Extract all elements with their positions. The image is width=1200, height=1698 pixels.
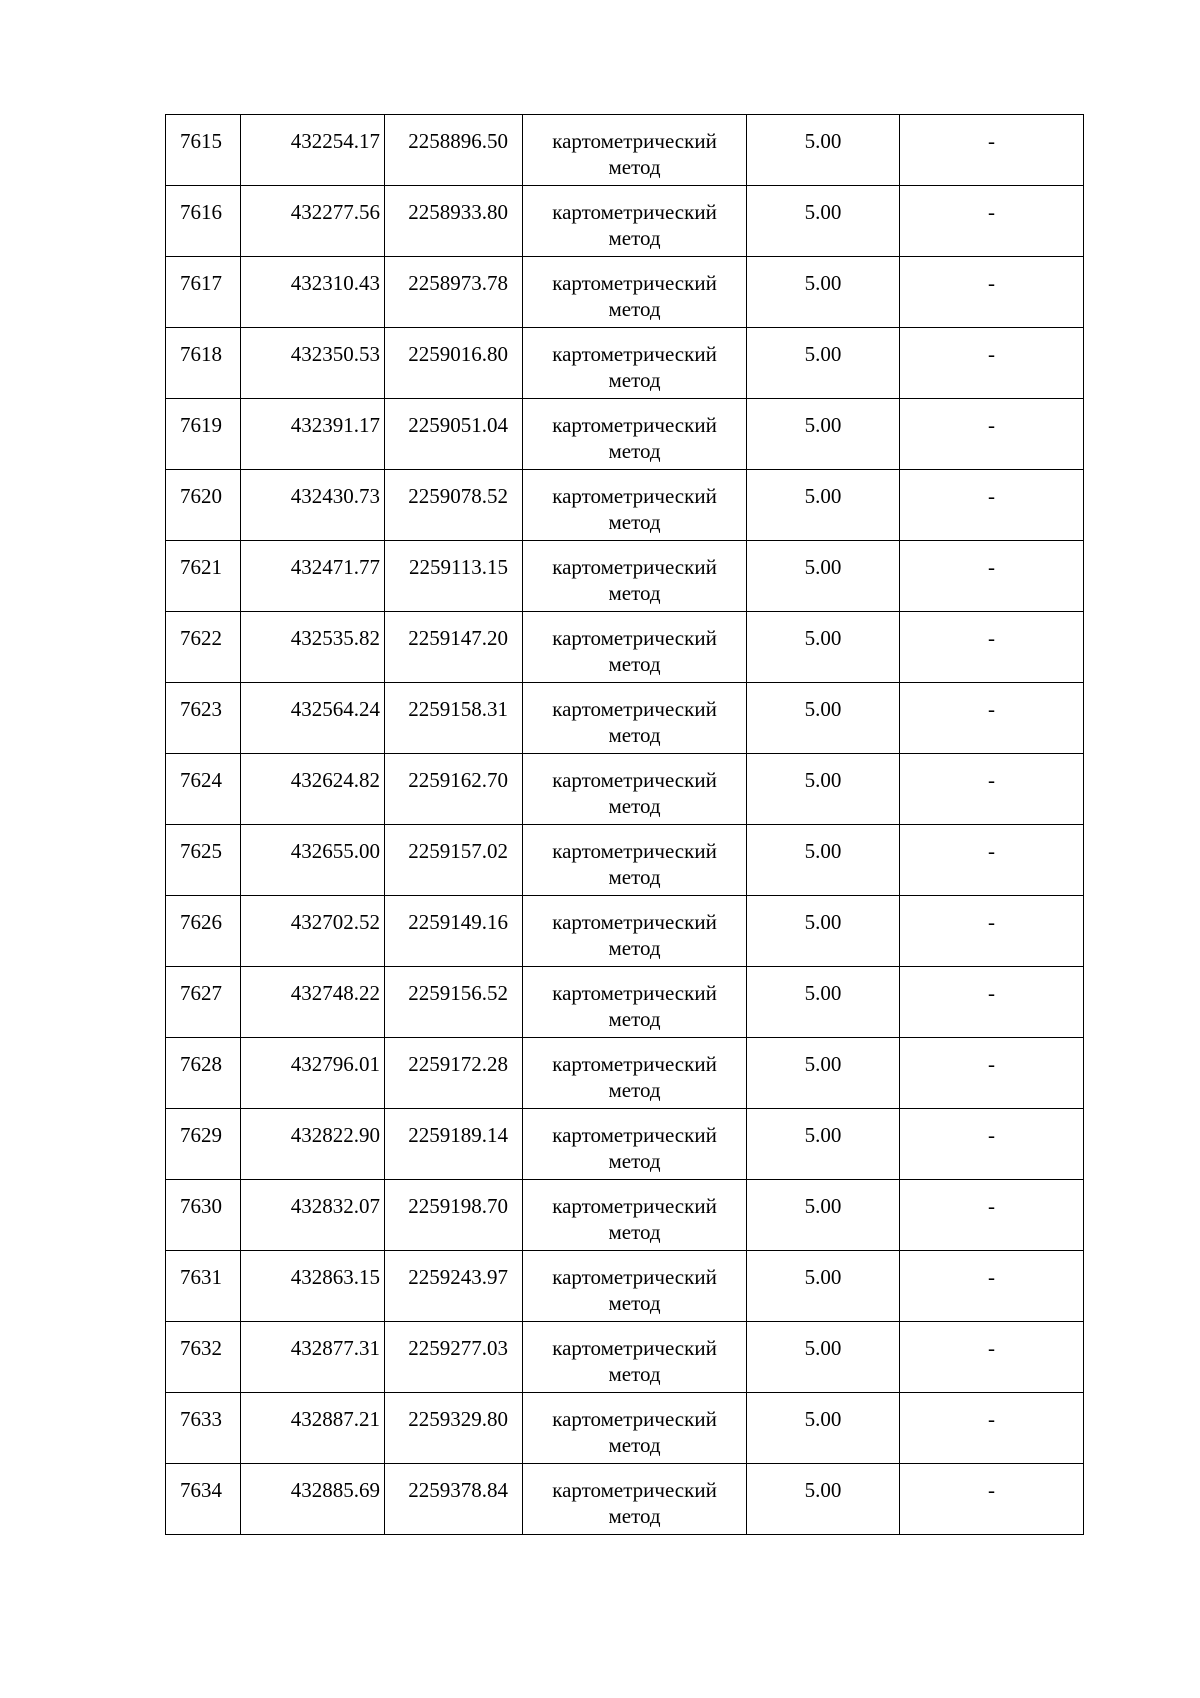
method-cell	[523, 1109, 747, 1180]
table-row	[166, 257, 1084, 328]
x-coordinate-cell: 432471.77	[241, 541, 385, 612]
description-cell: -	[900, 754, 1084, 825]
x-coordinate-cell: 432887.21	[241, 1393, 385, 1464]
point-number-cell: 7630	[166, 1180, 241, 1251]
point-number-cell: 7631	[166, 1251, 241, 1322]
method-text: картометрический метод	[552, 413, 717, 463]
method-text: картометрический метод	[552, 271, 717, 321]
y-coordinate-cell: 2259162.70	[385, 754, 523, 825]
accuracy-cell: 5.00	[747, 896, 900, 967]
y-coordinate-cell: 2259329.80	[385, 1393, 523, 1464]
x-coordinate-cell: 432832.07	[241, 1180, 385, 1251]
method-cell	[523, 399, 747, 470]
method-cell	[523, 683, 747, 754]
method-cell	[523, 612, 747, 683]
description-cell: -	[900, 257, 1084, 328]
method-text: картометрический метод	[552, 1265, 717, 1315]
point-number-cell: 7618	[166, 328, 241, 399]
x-coordinate-cell: 432822.90	[241, 1109, 385, 1180]
table-row	[166, 1180, 1084, 1251]
point-number-cell: 7623	[166, 683, 241, 754]
y-coordinate-cell: 2259149.16	[385, 896, 523, 967]
y-coordinate-cell: 2259172.28	[385, 1038, 523, 1109]
coordinates-table-body	[166, 115, 1084, 1535]
description-cell: -	[900, 1322, 1084, 1393]
description-cell: -	[900, 1038, 1084, 1109]
x-coordinate-cell: 432624.82	[241, 754, 385, 825]
method-text: картометрический метод	[552, 1336, 717, 1386]
table-row	[166, 1251, 1084, 1322]
point-number-cell: 7622	[166, 612, 241, 683]
accuracy-cell: 5.00	[747, 1322, 900, 1393]
method-text: картометрический метод	[552, 200, 717, 250]
accuracy-cell: 5.00	[747, 257, 900, 328]
x-coordinate-cell: 432796.01	[241, 1038, 385, 1109]
accuracy-cell: 5.00	[747, 825, 900, 896]
y-coordinate-cell: 2259158.31	[385, 683, 523, 754]
accuracy-cell: 5.00	[747, 612, 900, 683]
method-text: картометрический метод	[552, 484, 717, 534]
table-row	[166, 754, 1084, 825]
method-text: картометрический метод	[552, 1194, 717, 1244]
accuracy-cell: 5.00	[747, 115, 900, 186]
accuracy-cell: 5.00	[747, 683, 900, 754]
x-coordinate-cell: 432350.53	[241, 328, 385, 399]
method-cell	[523, 186, 747, 257]
method-cell	[523, 1251, 747, 1322]
description-cell: -	[900, 399, 1084, 470]
table-row	[166, 470, 1084, 541]
method-cell	[523, 115, 747, 186]
point-number-cell: 7632	[166, 1322, 241, 1393]
description-cell: -	[900, 896, 1084, 967]
table-row	[166, 1393, 1084, 1464]
y-coordinate-cell: 2259016.80	[385, 328, 523, 399]
coordinates-table	[165, 114, 1084, 1535]
description-cell: -	[900, 967, 1084, 1038]
method-cell	[523, 967, 747, 1038]
y-coordinate-cell: 2259243.97	[385, 1251, 523, 1322]
method-text: картометрический метод	[552, 697, 717, 747]
x-coordinate-cell: 432655.00	[241, 825, 385, 896]
accuracy-cell: 5.00	[747, 967, 900, 1038]
method-text: картометрический метод	[552, 129, 717, 179]
method-text: картометрический метод	[552, 910, 717, 960]
description-cell: -	[900, 541, 1084, 612]
method-cell	[523, 1180, 747, 1251]
description-cell: -	[900, 1393, 1084, 1464]
method-cell	[523, 1322, 747, 1393]
table-row	[166, 683, 1084, 754]
table-row	[166, 328, 1084, 399]
table-row	[166, 612, 1084, 683]
point-number-cell: 7625	[166, 825, 241, 896]
method-cell	[523, 541, 747, 612]
table-row	[166, 115, 1084, 186]
x-coordinate-cell: 432877.31	[241, 1322, 385, 1393]
y-coordinate-cell: 2259378.84	[385, 1464, 523, 1535]
method-text: картометрический метод	[552, 626, 717, 676]
description-cell: -	[900, 612, 1084, 683]
table-row	[166, 1038, 1084, 1109]
table-row	[166, 1322, 1084, 1393]
y-coordinate-cell: 2259147.20	[385, 612, 523, 683]
table-row	[166, 1464, 1084, 1535]
x-coordinate-cell: 432885.69	[241, 1464, 385, 1535]
y-coordinate-cell: 2259113.15	[385, 541, 523, 612]
method-text: картометрический метод	[552, 1407, 717, 1457]
method-cell	[523, 754, 747, 825]
accuracy-cell: 5.00	[747, 1109, 900, 1180]
description-cell: -	[900, 1464, 1084, 1535]
method-cell	[523, 1393, 747, 1464]
point-number-cell: 7616	[166, 186, 241, 257]
description-cell: -	[900, 470, 1084, 541]
point-number-cell: 7628	[166, 1038, 241, 1109]
y-coordinate-cell: 2259078.52	[385, 470, 523, 541]
table-row	[166, 399, 1084, 470]
x-coordinate-cell: 432564.24	[241, 683, 385, 754]
method-text: картометрический метод	[552, 342, 717, 392]
point-number-cell: 7634	[166, 1464, 241, 1535]
point-number-cell: 7627	[166, 967, 241, 1038]
point-number-cell: 7620	[166, 470, 241, 541]
x-coordinate-cell: 432430.73	[241, 470, 385, 541]
method-cell	[523, 470, 747, 541]
description-cell: -	[900, 186, 1084, 257]
accuracy-cell: 5.00	[747, 1393, 900, 1464]
point-number-cell: 7617	[166, 257, 241, 328]
method-cell	[523, 328, 747, 399]
x-coordinate-cell: 432702.52	[241, 896, 385, 967]
x-coordinate-cell: 432748.22	[241, 967, 385, 1038]
method-cell	[523, 257, 747, 328]
accuracy-cell: 5.00	[747, 1038, 900, 1109]
method-text: картометрический метод	[552, 981, 717, 1031]
method-text: картометрический метод	[552, 768, 717, 818]
y-coordinate-cell: 2259051.04	[385, 399, 523, 470]
table-row	[166, 967, 1084, 1038]
method-cell	[523, 825, 747, 896]
y-coordinate-cell: 2259277.03	[385, 1322, 523, 1393]
method-cell	[523, 896, 747, 967]
table-row	[166, 825, 1084, 896]
accuracy-cell: 5.00	[747, 470, 900, 541]
y-coordinate-cell: 2258896.50	[385, 115, 523, 186]
point-number-cell: 7633	[166, 1393, 241, 1464]
table-row	[166, 1109, 1084, 1180]
method-cell	[523, 1038, 747, 1109]
method-text: картометрический метод	[552, 1478, 717, 1528]
y-coordinate-cell: 2258933.80	[385, 186, 523, 257]
description-cell: -	[900, 683, 1084, 754]
table-row	[166, 186, 1084, 257]
accuracy-cell: 5.00	[747, 328, 900, 399]
accuracy-cell: 5.00	[747, 1251, 900, 1322]
x-coordinate-cell: 432391.17	[241, 399, 385, 470]
accuracy-cell: 5.00	[747, 186, 900, 257]
point-number-cell: 7619	[166, 399, 241, 470]
x-coordinate-cell: 432310.43	[241, 257, 385, 328]
method-text: картометрический метод	[552, 1123, 717, 1173]
description-cell: -	[900, 328, 1084, 399]
description-cell: -	[900, 1180, 1084, 1251]
method-text: картометрический метод	[552, 839, 717, 889]
point-number-cell: 7629	[166, 1109, 241, 1180]
y-coordinate-cell: 2259157.02	[385, 825, 523, 896]
description-cell: -	[900, 1109, 1084, 1180]
method-cell	[523, 1464, 747, 1535]
x-coordinate-cell: 432535.82	[241, 612, 385, 683]
y-coordinate-cell: 2259156.52	[385, 967, 523, 1038]
description-cell: -	[900, 1251, 1084, 1322]
y-coordinate-cell: 2259198.70	[385, 1180, 523, 1251]
description-cell: -	[900, 115, 1084, 186]
x-coordinate-cell: 432863.15	[241, 1251, 385, 1322]
x-coordinate-cell: 432254.17	[241, 115, 385, 186]
accuracy-cell: 5.00	[747, 399, 900, 470]
accuracy-cell: 5.00	[747, 1464, 900, 1535]
method-text: картометрический метод	[552, 1052, 717, 1102]
y-coordinate-cell: 2258973.78	[385, 257, 523, 328]
point-number-cell: 7626	[166, 896, 241, 967]
accuracy-cell: 5.00	[747, 1180, 900, 1251]
point-number-cell: 7621	[166, 541, 241, 612]
accuracy-cell: 5.00	[747, 541, 900, 612]
x-coordinate-cell: 432277.56	[241, 186, 385, 257]
point-number-cell: 7624	[166, 754, 241, 825]
description-cell: -	[900, 825, 1084, 896]
table-row	[166, 896, 1084, 967]
y-coordinate-cell: 2259189.14	[385, 1109, 523, 1180]
method-text: картометрический метод	[552, 555, 717, 605]
accuracy-cell: 5.00	[747, 754, 900, 825]
point-number-cell: 7615	[166, 115, 241, 186]
table-row	[166, 541, 1084, 612]
